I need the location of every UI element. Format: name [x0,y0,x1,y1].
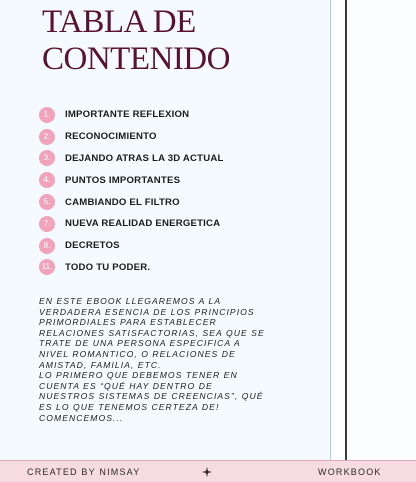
toc-number-badge: 3. [39,150,55,166]
title-line-1: TABLA DE [42,4,196,40]
toc-item[interactable] [39,104,224,126]
toc-number-badge: 7. [39,216,55,232]
footer-bar [0,460,416,482]
toc-item[interactable] [39,148,224,170]
right-panel [347,0,416,460]
toc-item-label: TODO TU PODER. [65,261,151,273]
toc-item-label: CAMBIANDO EL FILTRO [65,196,180,208]
toc-item[interactable] [39,126,224,148]
toc-number-badge: 8. [39,238,55,254]
toc-number-badge: 11. [39,259,55,275]
toc-number-badge: 5. [39,194,55,210]
toc-item-label: RECONOCIMIENTO [65,131,157,143]
margin-rule [330,0,331,460]
toc-item[interactable] [39,235,224,257]
toc-number-badge: 1. [39,107,55,123]
toc-item-label: PUNTOS IMPORTANTES [65,174,181,186]
table-of-contents [39,104,224,278]
toc-item[interactable] [39,257,224,279]
toc-item-label: DEJANDO ATRAS LA 3D ACTUAL [65,152,224,164]
toc-item-label: IMPORTANTE REFLEXION [65,109,190,121]
page-title [42,4,230,78]
toc-item[interactable] [39,191,224,213]
footer-credit: CREATED BY NIMSAY [27,467,141,477]
intro-paragraph: EN ESTE EBOOK LLEGAREMOS A LA VERDADERA ESENCIA DE LOS PRINCIPIOS PRIMORDIALES PARA ESTABLECER RELACIONES SATISFACTORIAS, SEA QUE SE TRATE DE UNA PERSONA ESPECIFICA A NIVEL ROMANTICO, O RELACIONES DE AMISTAD, FAMILIA, ETC. LO PRIMERO QUE DEBEMOS TENER EN CUENTA ES “QUÉ HAY DENTRO DE NUESTROS SISTEMAS DE CREENCIAS”, QUÉ ES LO QUE TENEMOS CERTEZA DE! COMENCEMOS... [39,296,265,423]
toc-item-label: NUEVA REALIDAD ENERGETICA [65,218,221,230]
footer-workbook-label: WORKBOOK [318,467,382,477]
toc-item-label: DECRETOS [65,240,120,252]
toc-item[interactable] [39,213,224,235]
toc-item[interactable] [39,169,224,191]
sparkle-icon [202,467,212,477]
toc-number-badge: 4. [39,172,55,188]
title-line-2: CONTENIDO [42,41,230,77]
toc-number-badge: 2. [39,129,55,145]
